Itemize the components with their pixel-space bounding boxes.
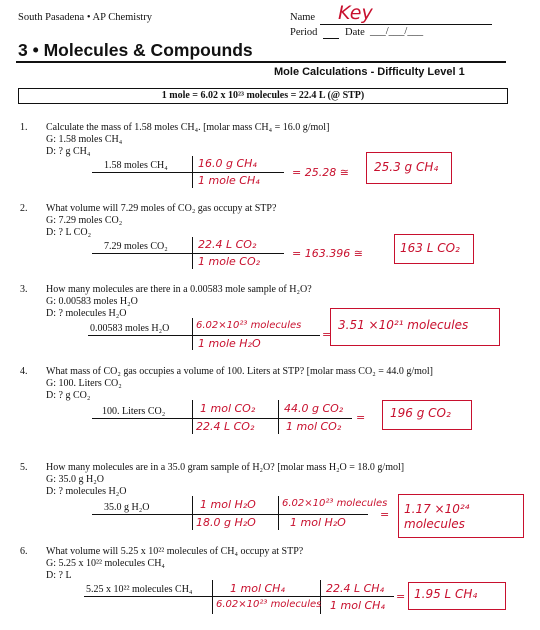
answer-text: 1.17 ×10²⁴ molecules bbox=[404, 502, 470, 531]
period-label: Period bbox=[290, 27, 318, 38]
calc-result: = 163.396 ≅ bbox=[292, 247, 363, 260]
conversion-box bbox=[18, 88, 508, 104]
given-text: G: 5.25 x 10²² molecules CH₄ bbox=[46, 558, 165, 569]
question-text: What volume will 5.25 x 10²² molecules of CH₄ occupy at STP? bbox=[46, 546, 304, 557]
date-blanks: ___/___/___ bbox=[370, 26, 424, 37]
factor-denominator: 1 mol CH₄ bbox=[330, 599, 385, 612]
desired-text: D: ? L CO₂ bbox=[46, 227, 92, 238]
problem-number: 1. bbox=[20, 122, 28, 133]
factor-numerator: 6.02×10²³ molecules bbox=[282, 498, 388, 509]
desired-text: D: ? g CO₂ bbox=[46, 390, 91, 401]
question-text: How many molecules are there in a 0.00583 mole sample of H₂O? bbox=[46, 284, 312, 295]
answer-text: 25.3 g CH₄ bbox=[374, 160, 439, 174]
start-quantity: 100. Liters CO₂ bbox=[102, 406, 166, 417]
factor-divider bbox=[212, 580, 213, 614]
factor-denominator: 1 mol CO₂ bbox=[286, 420, 342, 433]
date-label: Date bbox=[345, 27, 365, 38]
factor-divider bbox=[192, 318, 193, 350]
fraction-bar bbox=[88, 335, 320, 336]
factor-divider bbox=[278, 496, 279, 530]
answer-text: 163 L CO₂ bbox=[400, 241, 460, 255]
factor-divider bbox=[192, 496, 193, 530]
desired-text: D: ? L bbox=[46, 570, 72, 581]
start-quantity: 35.0 g H₂O bbox=[104, 502, 150, 513]
answer-text: 1.95 L CH₄ bbox=[414, 587, 478, 601]
fraction-bar bbox=[92, 172, 284, 173]
answer-text: 3.51 ×10²¹ molecules bbox=[338, 318, 469, 332]
desired-text: D: ? molecules H₂O bbox=[46, 308, 127, 319]
fraction-bar bbox=[92, 253, 284, 254]
factor-numerator: 16.0 g CH₄ bbox=[198, 157, 257, 170]
given-text: G: 1.58 moles CH₄ bbox=[46, 134, 123, 145]
given-text: G: 7.29 moles CO₂ bbox=[46, 215, 123, 226]
question-text: What mass of CO₂ gas occupies a volume of 100. Liters at STP? [molar mass CO₂ = 44.0 g/mol] bbox=[46, 366, 433, 377]
desired-text: D: ? molecules H₂O bbox=[46, 486, 127, 497]
name-underline bbox=[320, 24, 492, 25]
answer-text: 196 g CO₂ bbox=[390, 406, 451, 420]
factor-numerator: 1 mol CH₄ bbox=[230, 582, 285, 595]
factor-denominator: 1 mole H₂O bbox=[198, 337, 261, 350]
factor-numerator: 44.0 g CO₂ bbox=[284, 402, 344, 415]
fraction-bar bbox=[92, 418, 352, 419]
title-rule bbox=[16, 61, 506, 63]
name-handwritten-value: Key bbox=[338, 2, 373, 24]
school-label: South Pasadena • AP Chemistry bbox=[18, 12, 152, 23]
given-text: G: 0.00583 moles H₂O bbox=[46, 296, 138, 307]
factor-divider bbox=[192, 156, 193, 188]
problem-number: 3. bbox=[20, 284, 28, 295]
start-quantity: 7.29 moles CO₂ bbox=[104, 241, 168, 252]
fraction-bar bbox=[92, 514, 368, 515]
conversion-text: 1 mole = 6.02 x 10²³ molecules = 22.4 L (@ STP) bbox=[161, 90, 365, 101]
calc-result: = bbox=[396, 590, 406, 603]
problem-number: 4. bbox=[20, 366, 28, 377]
factor-divider bbox=[278, 400, 279, 434]
start-quantity: 5.25 x 10²² molecules CH₄ bbox=[86, 584, 193, 595]
calc-result: = 25.28 ≅ bbox=[292, 166, 349, 179]
factor-denominator: 1 mol H₂O bbox=[290, 516, 346, 529]
factor-denominator: 18.0 g H₂O bbox=[196, 516, 256, 529]
page-title: 3 • Molecules & Compounds bbox=[18, 40, 253, 60]
name-label: Name bbox=[290, 12, 316, 23]
calc-result: = bbox=[322, 328, 332, 341]
factor-numerator: 22.4 L CH₄ bbox=[326, 582, 384, 595]
calc-result: = bbox=[356, 411, 366, 424]
period-underline bbox=[323, 38, 339, 39]
start-quantity: 0.00583 moles H₂O bbox=[90, 323, 170, 334]
problem-number: 2. bbox=[20, 203, 28, 214]
factor-divider bbox=[192, 237, 193, 269]
factor-divider bbox=[192, 400, 193, 434]
page-subtitle: Mole Calculations - Difficulty Level 1 bbox=[274, 66, 465, 78]
factor-numerator: 22.4 L CO₂ bbox=[198, 238, 257, 251]
factor-denominator: 1 mole CO₂ bbox=[198, 255, 261, 268]
problem-number: 5. bbox=[20, 462, 28, 473]
question-text: What volume will 7.29 moles of CO₂ gas occupy at STP? bbox=[46, 203, 277, 214]
factor-numerator: 6.02×10²³ molecules bbox=[196, 320, 302, 331]
calc-result: = bbox=[380, 508, 390, 521]
factor-denominator: 1 mole CH₄ bbox=[198, 174, 260, 187]
factor-denominator: 6.02×10²³ molecules bbox=[216, 599, 322, 610]
factor-numerator: 1 mol CO₂ bbox=[200, 402, 256, 415]
question-text: Calculate the mass of 1.58 moles CH₄. [molar mass CH₄ = 16.0 g/mol] bbox=[46, 122, 330, 133]
given-text: G: 100. Liters CO₂ bbox=[46, 378, 122, 389]
factor-numerator: 1 mol H₂O bbox=[200, 498, 256, 511]
fraction-bar bbox=[84, 596, 394, 597]
question-text: How many molecules are in a 35.0 gram sample of H₂O? [molar mass H₂O = 18.0 g/mol] bbox=[46, 462, 405, 473]
given-text: G: 35.0 g H₂O bbox=[46, 474, 104, 485]
desired-text: D: ? g CH₄ bbox=[46, 146, 91, 157]
problem-number: 6. bbox=[20, 546, 28, 557]
start-quantity: 1.58 moles CH₄ bbox=[104, 160, 168, 171]
factor-denominator: 22.4 L CO₂ bbox=[196, 420, 255, 433]
